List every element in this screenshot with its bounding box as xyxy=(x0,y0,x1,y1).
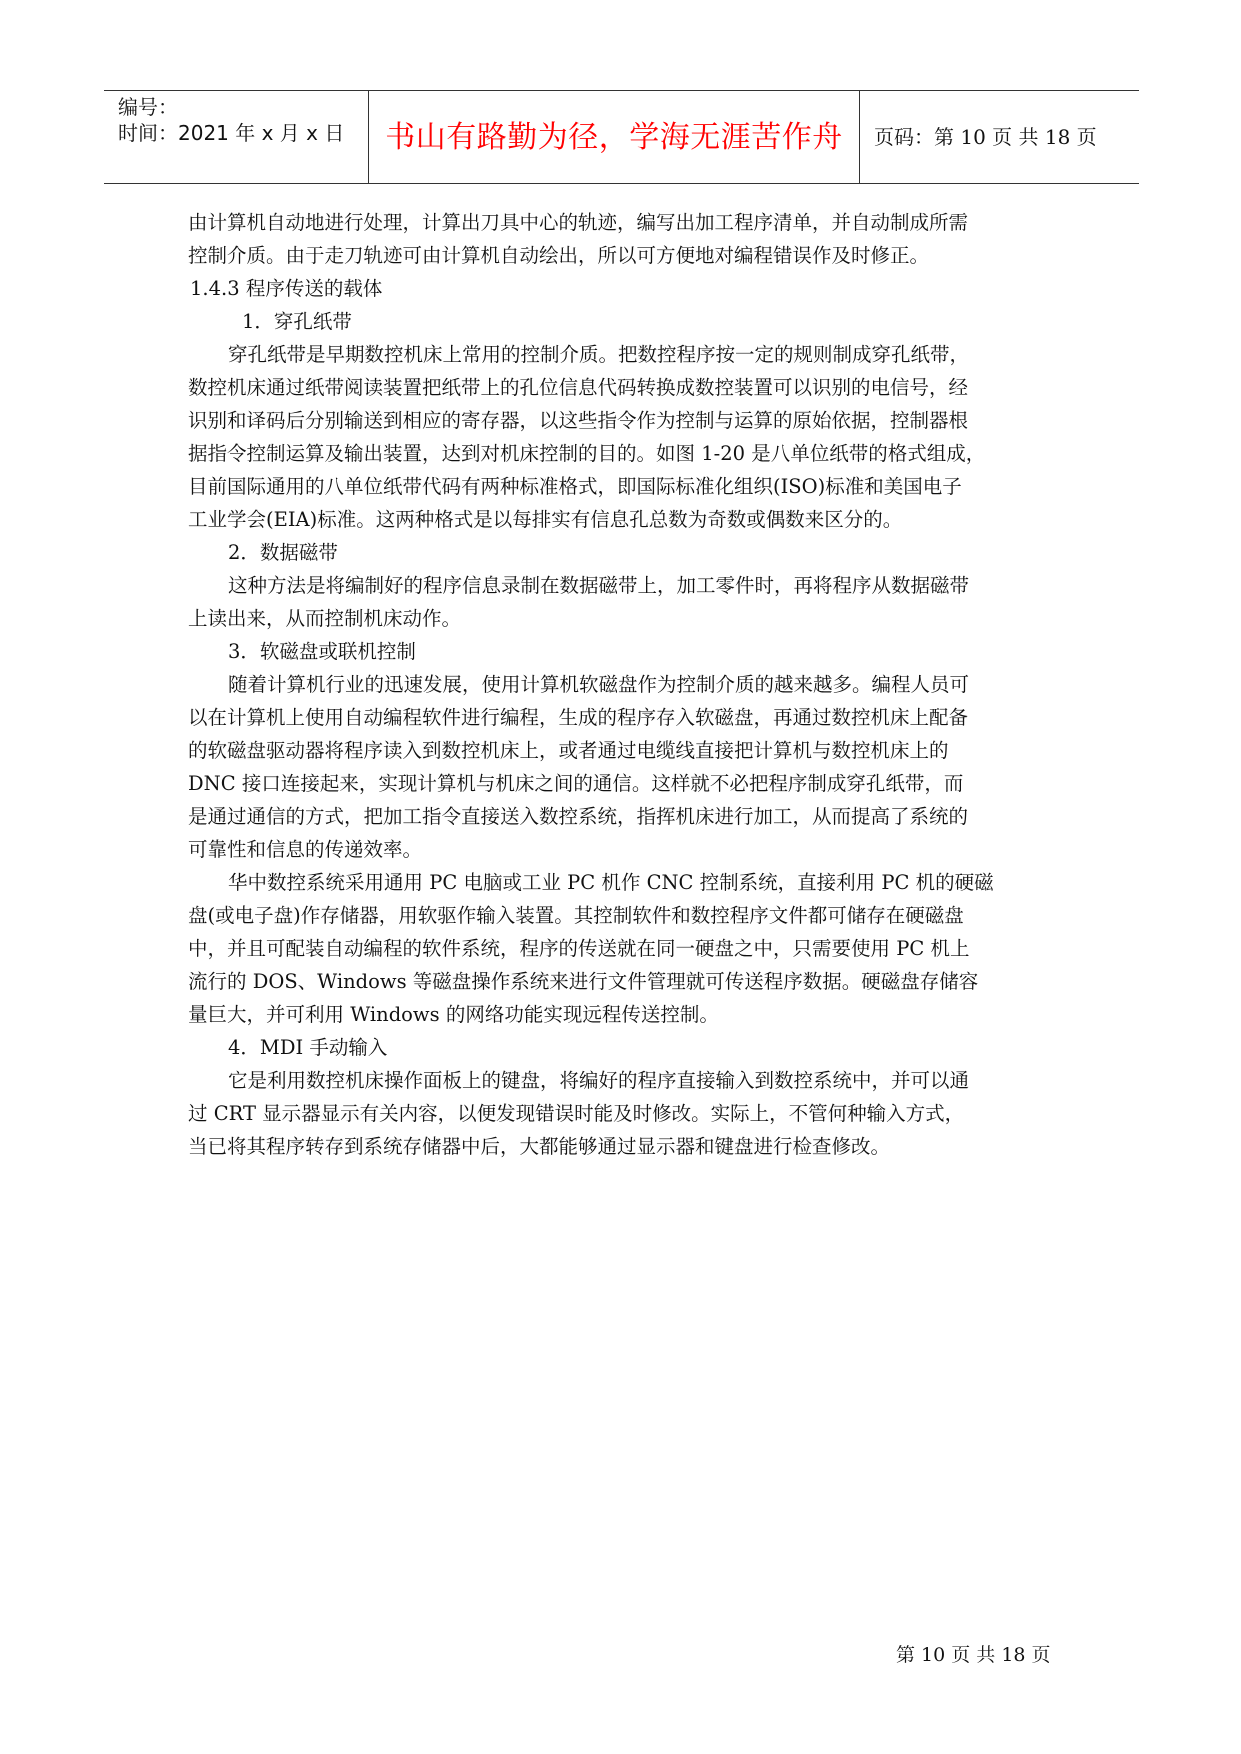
section-heading: 1.4.3 程序传送的载体 xyxy=(190,277,383,300)
document-time-label: 时间：2021 年 x 月 x 日 xyxy=(118,121,345,145)
body-line: 可靠性和信息的传递效率。 xyxy=(188,838,423,861)
body-line: 当已将其程序转存到系统存储器中后，大都能够通过显示器和键盘进行检查修改。 xyxy=(188,1135,891,1158)
body-line: 中，并且可配装自动编程的软件系统，程序的传送就在同一硬盘之中，只需要使用 PC 机上 xyxy=(188,937,970,960)
header-motto-cell xyxy=(369,91,860,183)
body-line: 目前国际通用的八单位纸带代码有两种标准格式，即国际标准化组织(ISO)标准和美国电子 xyxy=(188,475,962,498)
body-line: 过 CRT 显示器显示有关内容，以便发现错误时能及时修改。实际上，不管何种输入方式， xyxy=(188,1102,965,1125)
body-line: 由计算机自动地进行处理，计算出刀具中心的轨迹，编写出加工程序清单，并自动制成所需 xyxy=(188,211,969,234)
body-line: 华中数控系统采用通用 PC 电脑或工业 PC 机作 CNC 控制系统，直接利用 PC 机的硬磁 xyxy=(228,871,994,894)
body-line: 随着计算机行业的迅速发展，使用计算机软磁盘作为控制介质的越来越多。编程人员可 xyxy=(228,673,970,696)
subsection-heading: 1．穿孔纸带 xyxy=(242,310,352,333)
body-line: 数控机床通过纸带阅读装置把纸带上的孔位信息代码转换成数控装置可以识别的电信号，经 xyxy=(188,376,969,399)
subsection-heading: 2．数据磁带 xyxy=(228,541,338,564)
body-line: 是通过通信的方式，把加工指令直接送入数控系统，指挥机床进行加工，从而提高了系统的 xyxy=(188,805,969,828)
header-left-cell xyxy=(104,91,369,183)
page-footer: 第 10 页 共 18 页 xyxy=(896,1644,1051,1666)
subsection-heading: 3．软磁盘或联机控制 xyxy=(228,640,416,663)
document-number-label: 编号： xyxy=(118,95,178,119)
body-line: 工业学会(EIA)标准。这两种格式是以每排实有信息孔总数为奇数或偶数来区分的。 xyxy=(188,508,903,531)
header-page-info: 页码：第 10 页 共 18 页 xyxy=(874,125,1097,149)
body-line: 量巨大，并可利用 Windows 的网络功能实现远程传送控制。 xyxy=(188,1003,719,1026)
body-line: DNC 接口连接起来，实现计算机与机床之间的通信。这样就不必把程序制成穿孔纸带，而 xyxy=(188,772,964,795)
body-line: 识别和译码后分别输送到相应的寄存器，以这些指令作为控制与运算的原始依据，控制器根 xyxy=(188,409,969,432)
body-line: 以在计算机上使用自动编程软件进行编程，生成的程序存入软磁盘，再通过数控机床上配备 xyxy=(188,706,969,729)
body-line: 的软磁盘驱动器将程序读入到数控机床上，或者通过电缆线直接把计算机与数控机床上的 xyxy=(188,739,949,762)
body-line: 控制介质。由于走刀轨迹可由计算机自动绘出，所以可方便地对编程错误作及时修正。 xyxy=(188,244,930,267)
body-line: 它是利用数控机床操作面板上的键盘，将编好的程序直接输入到数控系统中，并可以通 xyxy=(228,1069,970,1092)
header-page-cell xyxy=(860,91,1139,183)
body-line: 上读出来，从而控制机床动作。 xyxy=(188,607,462,630)
subsection-heading: 4．MDI 手动输入 xyxy=(228,1036,388,1059)
body-line: 盘(或电子盘)作存储器，用软驱作输入装置。其控制软件和数控程序文件都可储存在硬磁盘 xyxy=(188,904,964,927)
body-line: 这种方法是将编制好的程序信息录制在数据磁带上，加工零件时，再将程序从数据磁带 xyxy=(228,574,970,597)
body-line: 据指令控制运算及输出装置，达到对机床控制的目的。如图 1-20 是八单位纸带的格式组成， xyxy=(188,442,986,465)
header-motto: 书山有路勤为径，学海无涯苦作舟 xyxy=(385,120,843,155)
body-line: 流行的 DOS、Windows 等磁盘操作系统来进行文件管理就可传送程序数据。硬磁盘存储容 xyxy=(188,970,979,993)
body-line: 穿孔纸带是早期数控机床上常用的控制介质。把数控程序按一定的规则制成穿孔纸带， xyxy=(228,343,970,366)
page-header xyxy=(104,90,1139,184)
